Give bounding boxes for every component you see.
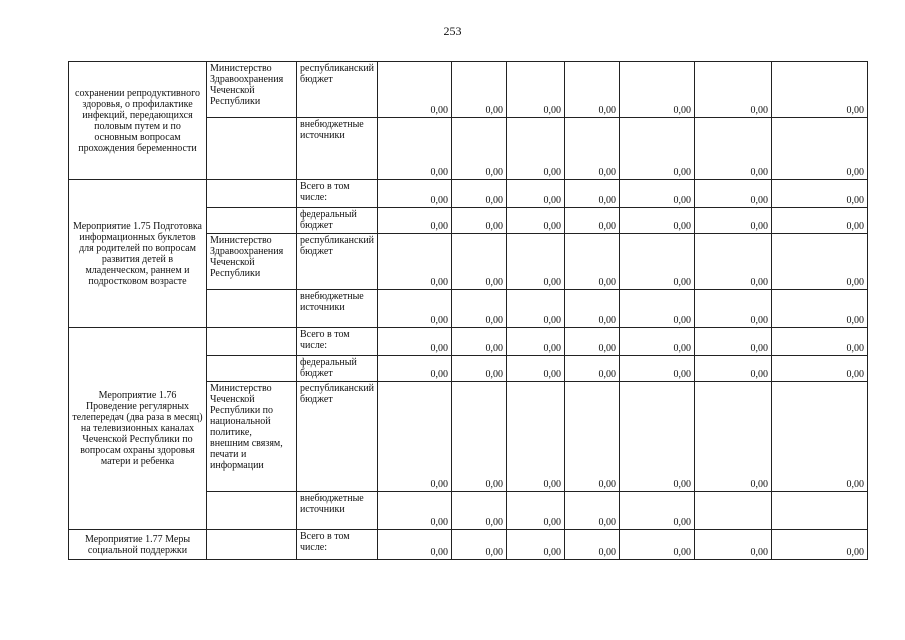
funding-source-cell: республиканский бюджет xyxy=(297,382,378,492)
executor-cell xyxy=(207,208,297,234)
value-cell: 0,00 xyxy=(507,356,565,382)
value-cell: 0,00 xyxy=(620,492,695,530)
funding-source-cell: Всего в том числе: xyxy=(297,180,378,208)
value-cell: 0,00 xyxy=(565,328,620,356)
value-cell: 0,00 xyxy=(695,118,772,180)
value-cell: 0,00 xyxy=(620,382,695,492)
value-cell: 0,00 xyxy=(507,62,565,118)
value-cell: 0,00 xyxy=(507,328,565,356)
table-row xyxy=(69,328,868,356)
value-cell: 0,00 xyxy=(620,530,695,560)
funding-source-cell: внебюджетные источники xyxy=(297,290,378,328)
executor-cell xyxy=(207,530,297,560)
executor-cell xyxy=(207,492,297,530)
value-cell: 0,00 xyxy=(620,356,695,382)
value-cell: 0,00 xyxy=(695,328,772,356)
value-cell xyxy=(695,492,772,530)
value-cell: 0,00 xyxy=(695,530,772,560)
value-cell: 0,00 xyxy=(620,328,695,356)
value-cell: 0,00 xyxy=(620,180,695,208)
value-cell: 0,00 xyxy=(507,530,565,560)
value-cell: 0,00 xyxy=(695,234,772,290)
funding-source-cell: республиканский бюджет xyxy=(297,62,378,118)
value-cell: 0,00 xyxy=(772,180,868,208)
value-cell: 0,00 xyxy=(695,290,772,328)
value-cell: 0,00 xyxy=(378,290,452,328)
value-cell: 0,00 xyxy=(565,208,620,234)
value-cell: 0,00 xyxy=(452,180,507,208)
executor-cell: Министерство Чеченской Республики по национальной политике, внешним связям, печати и информации xyxy=(207,382,297,492)
executor-cell xyxy=(207,356,297,382)
funding-source-cell: внебюджетные источники xyxy=(297,492,378,530)
value-cell: 0,00 xyxy=(695,62,772,118)
value-cell xyxy=(772,492,868,530)
value-cell: 0,00 xyxy=(452,208,507,234)
value-cell: 0,00 xyxy=(378,328,452,356)
value-cell: 0,00 xyxy=(378,530,452,560)
value-cell: 0,00 xyxy=(772,118,868,180)
value-cell: 0,00 xyxy=(452,530,507,560)
value-cell: 0,00 xyxy=(378,118,452,180)
value-cell: 0,00 xyxy=(378,356,452,382)
value-cell: 0,00 xyxy=(507,234,565,290)
budget-table xyxy=(68,61,868,560)
value-cell: 0,00 xyxy=(378,382,452,492)
value-cell: 0,00 xyxy=(452,290,507,328)
value-cell: 0,00 xyxy=(695,356,772,382)
funding-source-cell: внебюджетные источники xyxy=(297,118,378,180)
value-cell: 0,00 xyxy=(565,180,620,208)
executor-cell xyxy=(207,118,297,180)
table-row xyxy=(69,530,868,560)
page-number: 253 xyxy=(443,24,462,38)
value-cell: 0,00 xyxy=(620,290,695,328)
executor-cell xyxy=(207,290,297,328)
funding-source-cell: республиканский бюджет xyxy=(297,234,378,290)
value-cell: 0,00 xyxy=(772,234,868,290)
executor-cell xyxy=(207,180,297,208)
value-cell: 0,00 xyxy=(507,208,565,234)
value-cell: 0,00 xyxy=(378,234,452,290)
value-cell: 0,00 xyxy=(772,530,868,560)
value-cell: 0,00 xyxy=(378,208,452,234)
measure-cell: Мероприятие 1.75 Подготовка информационных буклетов для родителей по вопросам развития детей в младенческом, раннем и подростковом возрасте xyxy=(69,180,207,328)
value-cell: 0,00 xyxy=(695,180,772,208)
value-cell: 0,00 xyxy=(565,118,620,180)
value-cell: 0,00 xyxy=(772,62,868,118)
funding-source-cell: Всего в том числе: xyxy=(297,328,378,356)
value-cell: 0,00 xyxy=(620,62,695,118)
funding-source-cell: федеральный бюджет xyxy=(297,356,378,382)
value-cell: 0,00 xyxy=(507,382,565,492)
value-cell: 0,00 xyxy=(772,290,868,328)
executor-cell: Министерство Здравоохранения Чеченской Республики xyxy=(207,62,297,118)
value-cell: 0,00 xyxy=(565,62,620,118)
value-cell: 0,00 xyxy=(452,234,507,290)
table-row xyxy=(69,62,868,118)
value-cell: 0,00 xyxy=(452,492,507,530)
value-cell: 0,00 xyxy=(620,208,695,234)
executor-cell: Министерство Здравоохранения Чеченской Республики xyxy=(207,234,297,290)
value-cell: 0,00 xyxy=(772,208,868,234)
value-cell: 0,00 xyxy=(772,356,868,382)
value-cell: 0,00 xyxy=(452,356,507,382)
table-row xyxy=(69,180,868,208)
value-cell: 0,00 xyxy=(452,118,507,180)
funding-source-cell: Всего в том числе: xyxy=(297,530,378,560)
value-cell: 0,00 xyxy=(378,180,452,208)
value-cell: 0,00 xyxy=(772,382,868,492)
measure-cell: Мероприятие 1.76 Проведение регулярных телепередач (два раза в месяц) на телевизионных каналах Чеченской Республики по вопросам охраны здоровья матери и ребенка xyxy=(69,328,207,530)
value-cell: 0,00 xyxy=(452,328,507,356)
value-cell: 0,00 xyxy=(620,118,695,180)
value-cell: 0,00 xyxy=(378,62,452,118)
value-cell: 0,00 xyxy=(507,492,565,530)
value-cell: 0,00 xyxy=(565,234,620,290)
value-cell: 0,00 xyxy=(378,492,452,530)
funding-source-cell: федеральный бюджет xyxy=(297,208,378,234)
value-cell: 0,00 xyxy=(565,530,620,560)
value-cell: 0,00 xyxy=(565,290,620,328)
value-cell: 0,00 xyxy=(452,382,507,492)
value-cell: 0,00 xyxy=(507,290,565,328)
value-cell: 0,00 xyxy=(565,492,620,530)
executor-cell xyxy=(207,328,297,356)
measure-cell: сохранении репродуктивного здоровья, о профилактике инфекций, передающихся половым путем и по основным вопросам прохождения беременности xyxy=(69,62,207,180)
value-cell: 0,00 xyxy=(507,118,565,180)
value-cell: 0,00 xyxy=(620,234,695,290)
value-cell: 0,00 xyxy=(695,208,772,234)
value-cell: 0,00 xyxy=(695,382,772,492)
value-cell: 0,00 xyxy=(772,328,868,356)
measure-cell: Мероприятие 1.77 Меры социальной поддержки xyxy=(69,530,207,560)
value-cell: 0,00 xyxy=(452,62,507,118)
value-cell: 0,00 xyxy=(507,180,565,208)
value-cell: 0,00 xyxy=(565,356,620,382)
value-cell: 0,00 xyxy=(565,382,620,492)
